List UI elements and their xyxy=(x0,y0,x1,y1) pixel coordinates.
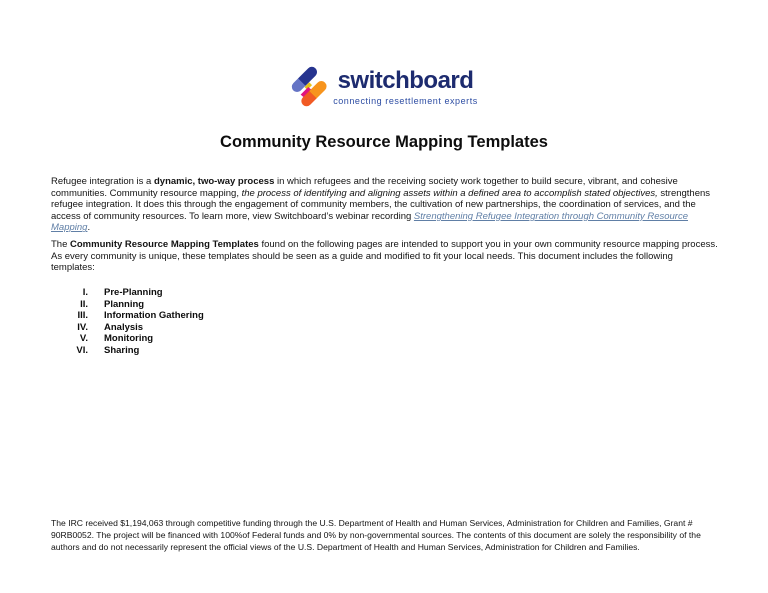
intro-text: Refugee integration is a xyxy=(51,176,154,187)
toc-numeral: VI. xyxy=(76,344,88,356)
intro-paragraph xyxy=(51,176,719,234)
intro-text: . xyxy=(87,222,91,234)
toc-label: Planning xyxy=(104,298,145,310)
definition-italic: the process of identifying and aligning assets within a defined area to accomplish stated objectives, xyxy=(241,187,658,199)
intro-text: in which refugees and the receiving society work together to build secure, vibrant, and cohesive communities. Community resource mapping, xyxy=(51,176,678,199)
toc-numeral: I. xyxy=(82,287,88,298)
toc-list xyxy=(51,287,204,357)
switchboard-logo xyxy=(290,66,478,108)
toc-numeral: IV. xyxy=(77,321,88,333)
toc-item xyxy=(51,345,204,357)
switchboard-bolt-icon xyxy=(290,66,328,108)
logo-text xyxy=(333,66,478,106)
toc-item xyxy=(51,287,204,299)
templates-text: found on the following pages are intended to support you in your own community resource mapping process. As every community is unique, these templates should be seen as a guide and modified to fit your local needs. This document includes the following templates: xyxy=(51,239,718,274)
toc-numeral: V. xyxy=(79,333,88,345)
bold-phrase: Community Resource Mapping Templates xyxy=(70,239,259,250)
toc-label: Monitoring xyxy=(104,333,154,345)
toc-item xyxy=(51,333,204,345)
toc-numeral: III. xyxy=(77,310,88,322)
logo-tagline: connecting resettlement experts xyxy=(333,95,478,106)
templates-paragraph xyxy=(51,239,719,274)
webinar-recording-link[interactable]: Strengthening Refugee Integration through Community Resource Mapping xyxy=(51,210,689,234)
toc-item xyxy=(51,299,204,311)
toc-numeral: II. xyxy=(80,298,88,310)
funding-disclaimer: The IRC received $1,194,063 through competitive funding through the U.S. Department of Health and Human Services, Administration for Children and Families, Grant # 90RB0052. The project will be financed with 100%of Federal funds and 0% by non-governmental sources. The contents of this document are solely the responsibility of the authors and do not necessarily represent the official views of the U.S. Department of Health and Human Services, Administration for Children and Families. xyxy=(51,518,701,553)
toc-item xyxy=(51,322,204,334)
toc-label: Information Gathering xyxy=(104,310,204,322)
toc-label: Analysis xyxy=(104,321,144,333)
logo-wordmark: switchboard xyxy=(337,66,474,94)
toc-label: Pre-Planning xyxy=(104,287,163,298)
intro-text: strengthens refugee integration. It does this through the engagement of community members, the cultivation of new partnerships, the coordination of services, and the access of community resources. To learn more, view Switchboard’s webinar recording xyxy=(51,187,711,222)
bold-phrase: dynamic, two-way process xyxy=(153,176,275,187)
page-title: Community Resource Mapping Templates xyxy=(220,133,548,151)
templates-text: The xyxy=(51,239,71,250)
toc-label: Sharing xyxy=(104,344,140,356)
toc-item xyxy=(51,310,204,322)
